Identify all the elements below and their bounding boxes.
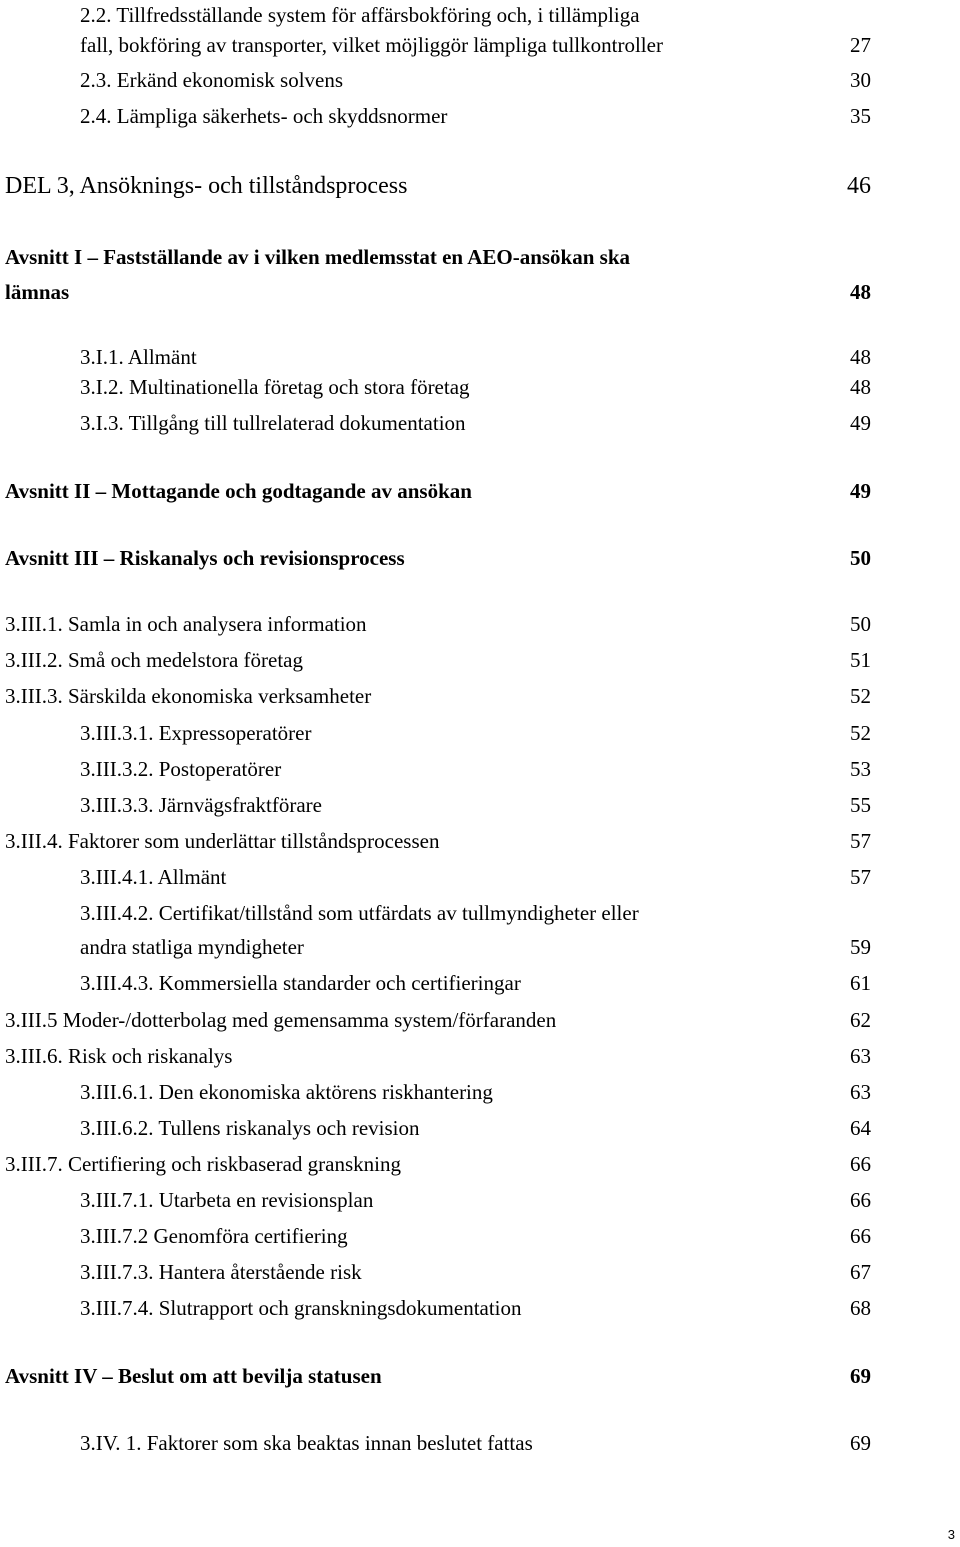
toc-entry-title: 3.III.7.1. Utarbeta en revisionsplan — [80, 1188, 374, 1212]
toc-entry — [0, 1428, 960, 1458]
toc-entry-page: 48 — [850, 345, 871, 369]
toc-entry-page: 69 — [850, 1364, 871, 1388]
toc-entry — [0, 826, 960, 856]
toc-entry-page: 48 — [850, 375, 871, 399]
toc-entry — [0, 1149, 960, 1179]
toc-entry-page: 51 — [850, 648, 871, 672]
toc-entry-title: 3.III.3.3. Järnvägsfraktförare — [80, 793, 322, 817]
toc-entry-page: 67 — [850, 1260, 871, 1284]
toc-entry-title: 3.III.6.2. Tullens riskanalys och revision — [80, 1116, 420, 1140]
toc-entry-page: 61 — [850, 971, 871, 995]
toc-entry — [0, 1221, 960, 1251]
toc-entry — [0, 1185, 960, 1215]
toc-entry — [0, 342, 960, 372]
toc-entry-page: 68 — [850, 1296, 871, 1320]
toc-section-heading — [0, 543, 960, 573]
toc-entry-title: 3.III.7.3. Hantera återstående risk — [80, 1260, 362, 1284]
toc-entry — [0, 1041, 960, 1071]
toc-entry — [0, 645, 960, 675]
toc-entry-title: 3.III.7. Certifiering och riskbaserad granskning — [5, 1152, 401, 1176]
toc-section-heading — [0, 242, 960, 272]
toc-entry-title: 3.III.3.1. Expressoperatörer — [80, 721, 312, 745]
toc-entry-title: 2.2. Tillfredsställande system för affärsbokföring och, i tillämpliga — [80, 3, 640, 27]
toc-entry-page: 53 — [850, 757, 871, 781]
toc-entry — [0, 1077, 960, 1107]
toc-entry-title: 2.4. Lämpliga säkerhets- och skyddsnormer — [80, 104, 448, 128]
toc-entry-page: 27 — [850, 33, 871, 57]
toc-entry-page: 62 — [850, 1008, 871, 1032]
toc-entry — [0, 898, 960, 928]
toc-entry — [0, 0, 960, 30]
toc-entry-page: 57 — [850, 829, 871, 853]
toc-entry-title: 3.III.4.2. Certifikat/tillstånd som utfärdats av tullmyndigheter eller — [80, 901, 639, 925]
toc-entry-title: 3.III.4.1. Allmänt — [80, 865, 227, 889]
toc-entry-title: DEL 3, Ansöknings- och tillståndsprocess — [5, 173, 408, 199]
toc-entry-page: 66 — [850, 1224, 871, 1248]
toc-entry-title: 3.I.2. Multinationella företag och stora företag — [80, 375, 470, 399]
toc-entry-title: 3.III.6.1. Den ekonomiska aktörens riskhantering — [80, 1080, 493, 1104]
toc-entry-title: Avsnitt IV – Beslut om att bevilja statusen — [5, 1364, 382, 1388]
toc-entry-page: 46 — [847, 173, 871, 199]
toc-entry — [0, 1113, 960, 1143]
toc-entry-page: 64 — [850, 1116, 871, 1140]
toc-entry — [0, 609, 960, 639]
toc-entry-title: 2.3. Erkänd ekonomisk solvens — [80, 68, 344, 92]
toc-entry-page: 50 — [850, 546, 871, 570]
toc-section-heading — [0, 277, 960, 307]
toc-entry-title: andra statliga myndigheter — [80, 935, 304, 959]
toc-entry — [0, 718, 960, 748]
toc-entry — [0, 101, 960, 131]
toc-entry — [0, 968, 960, 998]
toc-entry — [0, 1293, 960, 1323]
toc-entry — [0, 932, 960, 962]
toc-entry-page: 35 — [850, 104, 871, 128]
page-number: 3 — [947, 1527, 955, 1542]
toc-entry-page: 59 — [850, 935, 871, 959]
toc-entry — [0, 681, 960, 711]
toc-entry-page: 55 — [850, 793, 871, 817]
toc-entry-title: 3.I.1. Allmänt — [80, 345, 197, 369]
toc-entry — [0, 65, 960, 95]
toc-entry-title: 3.III.6. Risk och riskanalys — [5, 1044, 233, 1068]
toc-entry-title: 3.III.4. Faktorer som underlättar tillståndsprocessen — [5, 829, 440, 853]
toc-entry-page: 30 — [850, 68, 871, 92]
toc-entry-page: 69 — [850, 1431, 871, 1455]
toc-entry-title: Avsnitt III – Riskanalys och revisionsprocess — [5, 546, 405, 570]
toc-entry-title: 3.III.3.2. Postoperatörer — [80, 757, 282, 781]
toc-entry-title: 3.IV. 1. Faktorer som ska beaktas innan beslutet fattas — [80, 1431, 533, 1455]
toc-entry — [0, 1257, 960, 1287]
toc-entry — [0, 790, 960, 820]
toc-section-heading — [0, 476, 960, 506]
toc-entry — [0, 862, 960, 892]
toc-entry-title: 3.III.7.2 Genomföra certifiering — [80, 1224, 348, 1248]
toc-entry-page: 52 — [850, 684, 871, 708]
toc-entry-title: 3.III.5 Moder-/dotterbolag med gemensamma system/förfaranden — [5, 1008, 557, 1032]
toc-entry-title: Avsnitt I – Fastställande av i vilken medlemsstat en AEO-ansökan ska — [5, 245, 631, 269]
toc-entry-page: 50 — [850, 612, 871, 636]
toc-entry-page: 66 — [850, 1188, 871, 1212]
toc-entry-title: 3.III.1. Samla in och analysera information — [5, 612, 367, 636]
toc-entry-title: 3.III.7.4. Slutrapport och granskningsdokumentation — [80, 1296, 522, 1320]
toc-entry-page: 63 — [850, 1044, 871, 1068]
toc-entry-title: fall, bokföring av transporter, vilket möjliggör lämpliga tullkontroller — [80, 33, 663, 57]
toc-entry-title: 3.III.2. Små och medelstora företag — [5, 648, 303, 672]
toc-section-heading — [0, 1361, 960, 1391]
toc-part-heading — [0, 171, 960, 201]
toc-entry-page: 52 — [850, 721, 871, 745]
toc-entry-page: 57 — [850, 865, 871, 889]
toc-entry-page: 49 — [850, 411, 871, 435]
toc-entry-title: Avsnitt II – Mottagande och godtagande av ansökan — [5, 479, 472, 503]
toc-entry-title: lämnas — [5, 280, 70, 304]
toc-entry-title: 3.III.4.3. Kommersiella standarder och certifieringar — [80, 971, 521, 995]
toc-entry — [0, 754, 960, 784]
toc-entry-page: 48 — [850, 280, 871, 304]
toc-entry — [0, 372, 960, 402]
toc-entry-page: 49 — [850, 479, 871, 503]
toc-entry — [0, 408, 960, 438]
toc-entry-page: 66 — [850, 1152, 871, 1176]
toc-entry-title: 3.I.3. Tillgång till tullrelaterad dokumentation — [80, 411, 466, 435]
toc-entry-page: 63 — [850, 1080, 871, 1104]
toc-entry — [0, 30, 960, 60]
toc-entry-title: 3.III.3. Särskilda ekonomiska verksamheter — [5, 684, 372, 708]
toc-entry — [0, 1005, 960, 1035]
